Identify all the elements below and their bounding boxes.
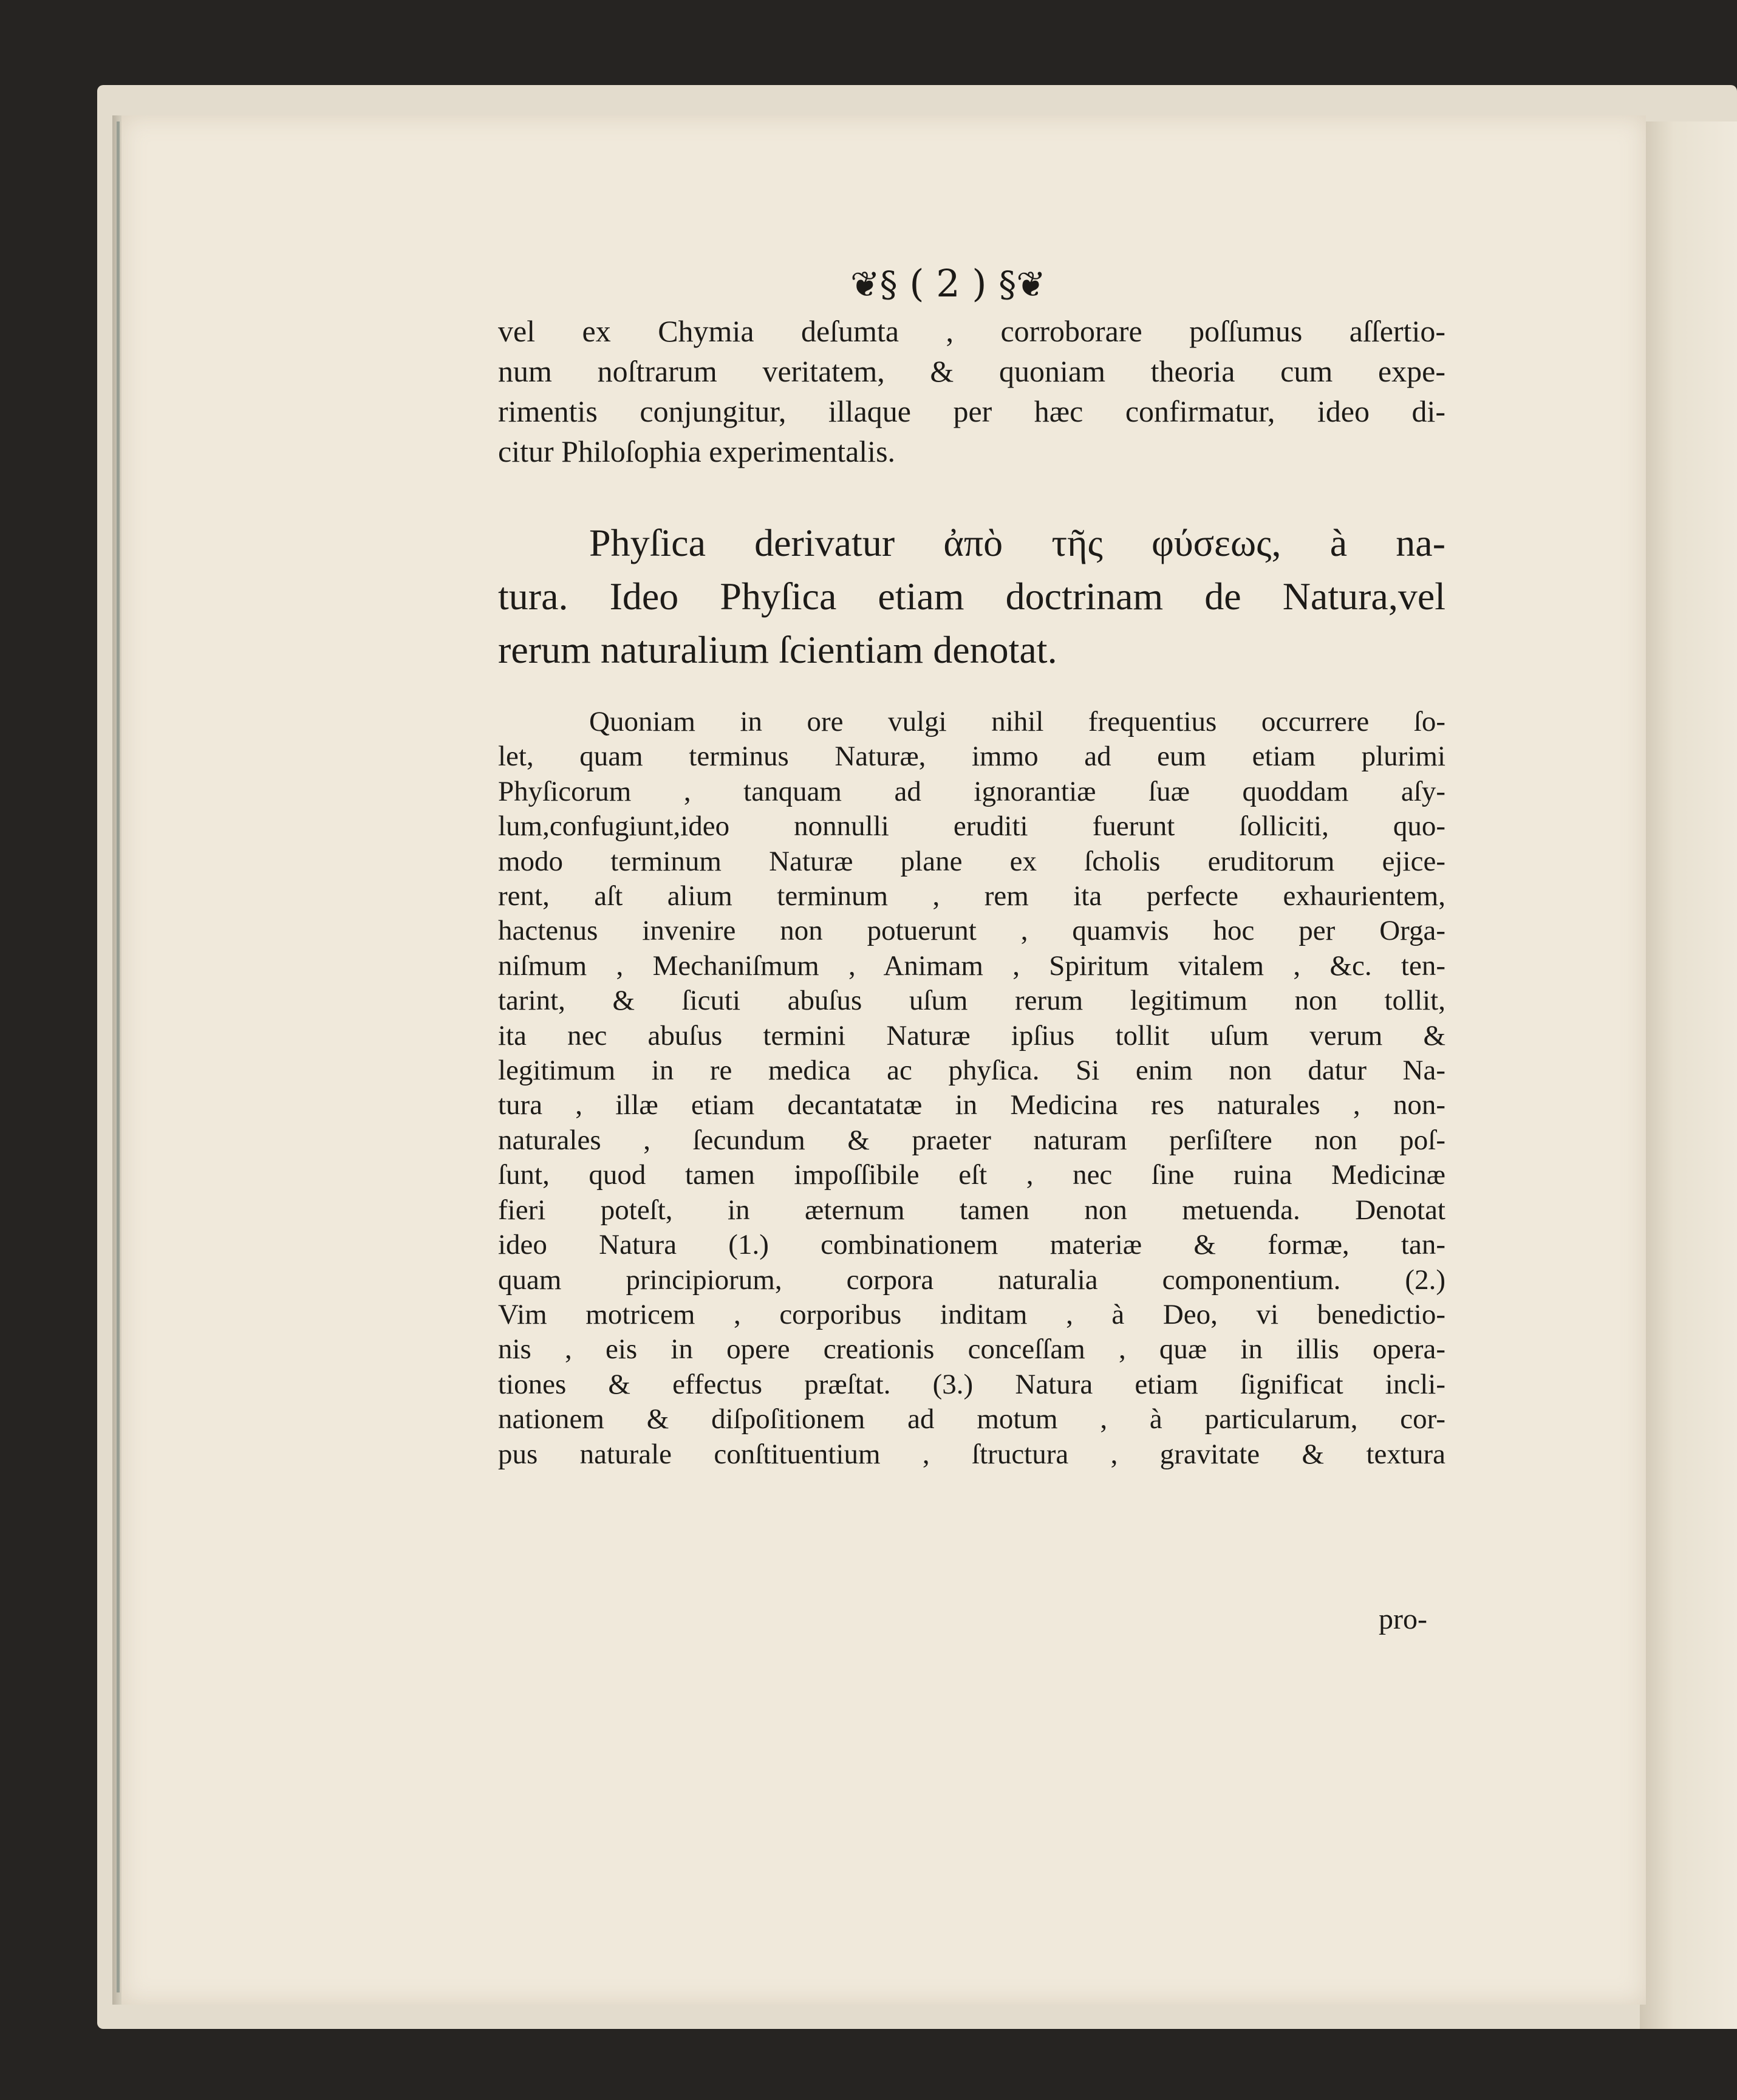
text-line: Vim motricem , corporibus inditam , à Deo, vi benedictio- — [498, 1298, 1445, 1330]
page-header — [850, 261, 1046, 306]
text-line: ideo Natura (1.) combinationem materiæ & formæ, tan- — [498, 1229, 1445, 1261]
page-number: ( 2 ) — [909, 261, 987, 306]
heading-line: tura. Ideo Phyſica etiam doctrinam de Natura,vel — [498, 575, 1445, 618]
facing-page-edge — [1640, 121, 1737, 2029]
text-line: rent, aſt alium terminum , rem ita perfecte exhaurientem, — [498, 880, 1445, 912]
text-line: nationem & diſpoſitionem ad motum , à particularum, cor- — [498, 1403, 1445, 1435]
text-line: rimentis conjungitur, illaque per hæc confirmatur, ideo di- — [498, 394, 1445, 428]
text-line: lum,confugiunt,ideo nonnulli eruditi fuerunt ſolliciti, quo- — [498, 810, 1445, 843]
heading-line: rerum naturalium ſcientiam denotat. — [498, 628, 1057, 671]
section-heading — [498, 516, 1445, 677]
text-line: Quoniam in ore vulgi nihil frequentius occurrere ſo- — [589, 706, 1445, 737]
text-line: modo terminum Naturæ plane ex ſcholis eruditorum ejice- — [498, 845, 1445, 877]
text-line: niſmum , Mechaniſmum , Animam , Spiritum vitalem , &c. ten- — [498, 949, 1445, 982]
text-line: Phyſicorum , tanquam ad ignorantiæ ſuæ quoddam aſy- — [498, 775, 1445, 807]
text-line: nis , eis in opere creationis conceſſam , quæ in illis opera- — [498, 1333, 1445, 1366]
text-line: let, quam terminus Naturæ, immo ad eum etiam plurimi — [498, 740, 1445, 773]
text-line: pus naturale conſtituentium , ſtructura , gravitate & textura — [498, 1438, 1445, 1470]
catchword: pro- — [1379, 1603, 1427, 1635]
text-line: citur Philoſophia experimentalis. — [498, 434, 896, 468]
text-line: tiones & effectus præſtat. (3.) Natura etiam ſignificat incli- — [498, 1368, 1445, 1400]
text-line: ſunt, quod tamen impoſſibile eſt , nec ſine ruina Medicinæ — [498, 1159, 1445, 1191]
binding-line — [117, 121, 120, 1992]
text-line: hactenus invenire non potuerunt , quamvis hoc per Orga- — [498, 915, 1445, 947]
text-line: fieri poteſt, in æternum tamen non metuenda. Denotat — [498, 1194, 1445, 1226]
right-ornament: §❦ — [998, 264, 1046, 305]
text-line: legitimum in re medica ac phyſica. Si enim non datur Na- — [498, 1055, 1445, 1087]
text-line: tarint, & ſicuti abuſus uſum rerum legitimum non tollit, — [498, 985, 1445, 1017]
intro-paragraph — [498, 311, 1445, 471]
text-line: naturales , ſecundum & praeter naturam perſiſtere non poſ- — [498, 1124, 1445, 1156]
text-line: ita nec abuſus termini Naturæ ipſius tollit uſum verum & — [498, 1019, 1445, 1052]
text-line: vel ex Chymia deſumta , corroborare poſſumus aſſertio- — [498, 314, 1445, 348]
text-line: tura , illæ etiam decantatatæ in Medicina res naturales , non- — [498, 1089, 1445, 1121]
heading-line: Phyſica derivatur ἀπὸ τῆς φύσεως, à na- — [589, 521, 1445, 564]
body-paragraph — [498, 705, 1445, 1472]
text-line: num noſtrarum veritatem, & quoniam theoria cum expe- — [498, 354, 1445, 388]
left-ornament: ❦§ — [850, 264, 898, 305]
text-line: quam principiorum, corpora naturalia componentium. (2.) — [498, 1264, 1445, 1296]
